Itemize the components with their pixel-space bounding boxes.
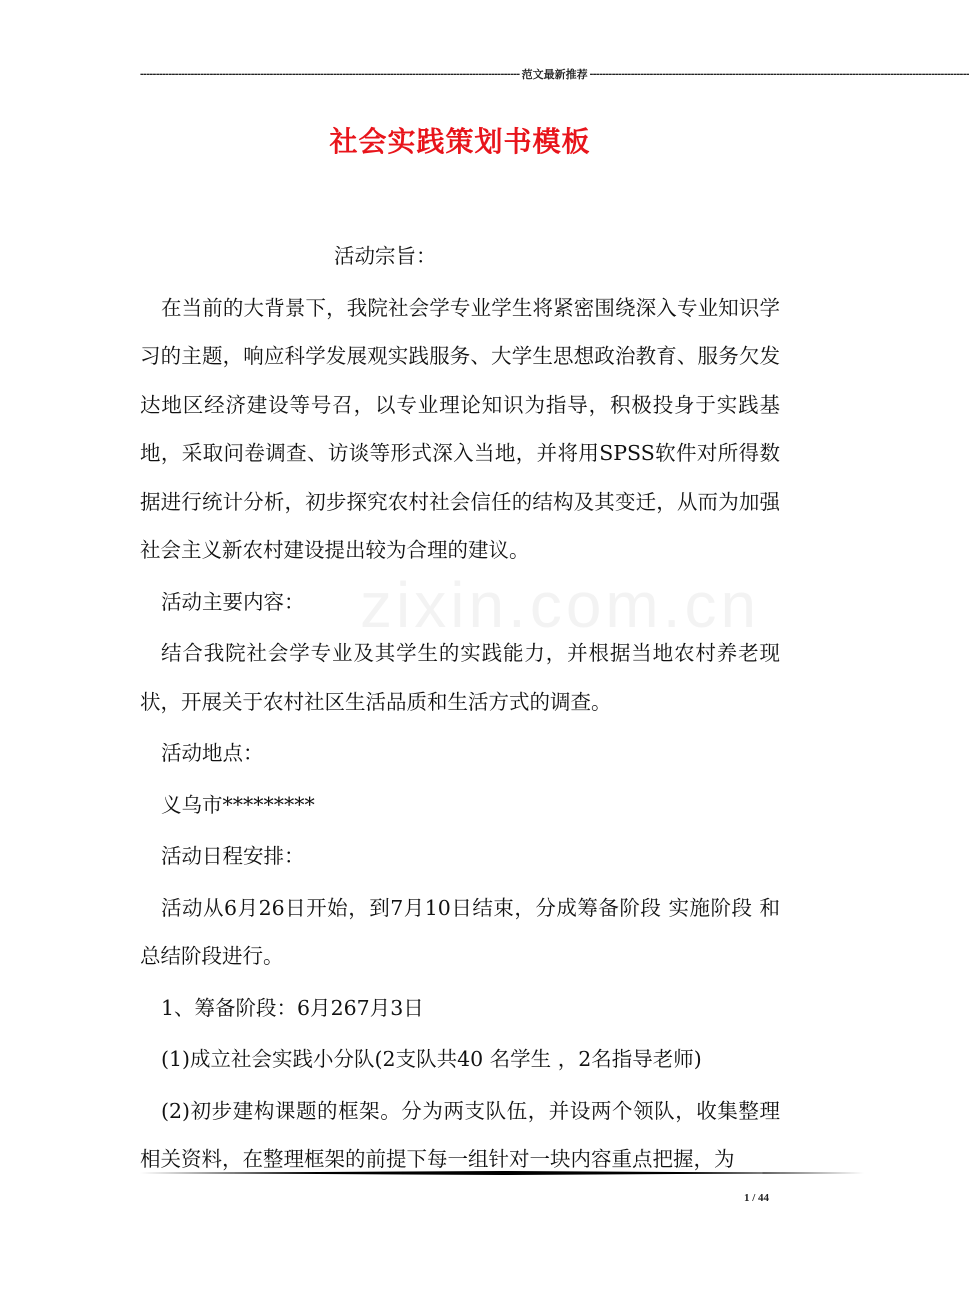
section-label-content: 活动主要内容： [161,589,305,614]
paragraph-phase-1-item-2: (2)初步建构课题的框架。分为两支队伍，并设两个领队，收集整理相关资料，在整理框架的前提下每一组针对一块内容重点把握，为 [140,1098,780,1171]
section-label-location: 活动地点： [161,741,264,765]
header-dashes-left: ------------------------------------------------------------------------------------------------------------------------ [140,68,520,80]
header-label: 范文最新推荐 [521,69,588,81]
watermark: zixin.com.cn [360,569,761,641]
paragraph-phase-1-item-1: (1)成立社会实践小分队(2支队共40 名学生 ，2名指导老师) [161,1047,702,1071]
section-label-schedule: 活动日程安排： [161,844,305,868]
page-header [140,66,969,82]
paragraph-location: 义乌市********* [161,792,315,817]
header-dashes-right: ------------------------------------------------------------------------------------------------------------------------ [589,68,969,80]
page-number: 1 / 44 [744,1192,770,1204]
document-title: 社会实践策划书模板 [329,125,591,158]
paragraph-content: 结合我院社会学专业及其学生的实践能力，并根据当地农村养老现状，开展关于农村社区生活品质和生活方式的调查。 [140,641,780,714]
document-body [140,232,780,1184]
paragraph-phase-1: 1、筹备阶段：6月267月3日 [161,995,424,1020]
paragraph-schedule: 活动从6月26日开始，到7月10日结束，分成筹备阶段 实施阶段 和总结阶段进行。 [140,895,780,968]
section-label-purpose: 活动宗旨： [334,244,437,268]
footer-rule [140,1171,864,1175]
paragraph-purpose: 在当前的大背景下，我院社会学专业学生将紧密围绕深入专业知识学习的主题，响应科学发展观实践服务、大学生思想政治教育、服务欠发达地区经济建设等号召，以专业理论知识为指导，积极投身于实践基地，采取问卷调查、访谈等形式深入当地，并将用SPSS软件对所得数据进行统计分析，初步探究农村社会信任的结构及其变迁，从而为加强社会主义新农村建设提出较为合理的建议。 [140,295,780,562]
